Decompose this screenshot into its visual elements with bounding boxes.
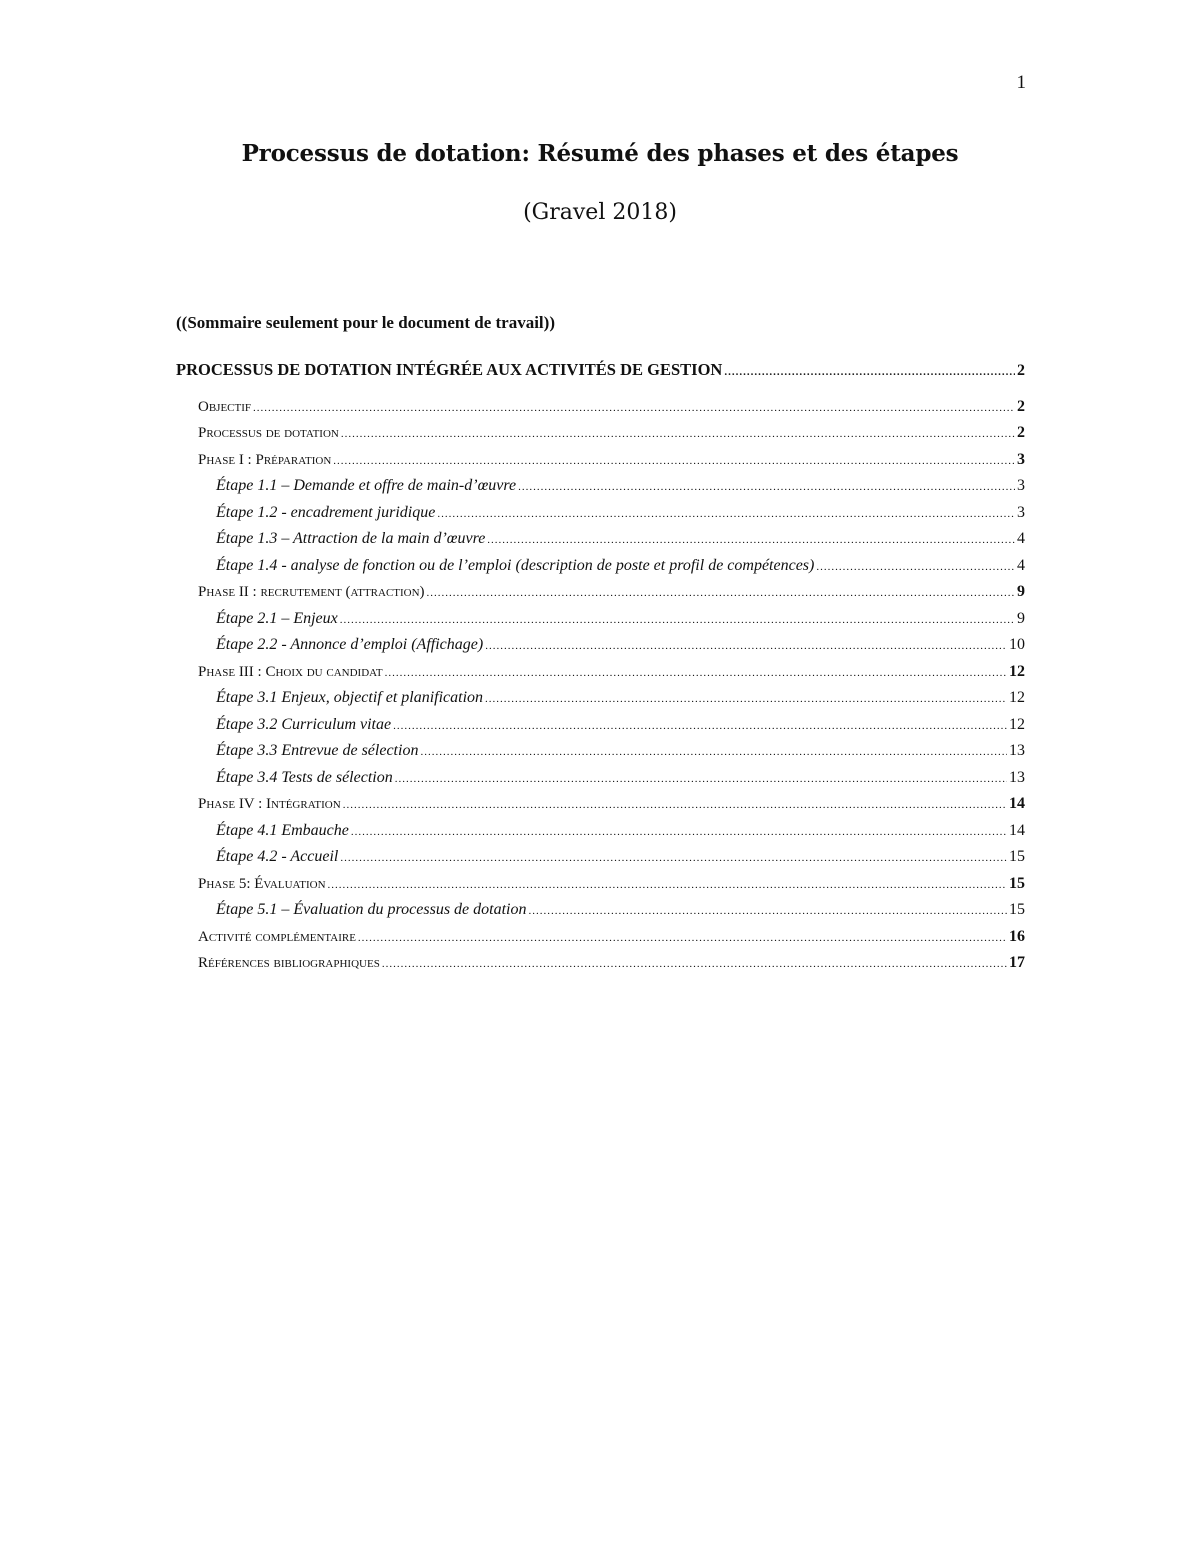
toc-entry-label: Étape 4.1 Embauche (216, 821, 349, 839)
toc-dot-leader (427, 580, 1015, 607)
toc-entry-label: Phase II : recrutement (attraction) (198, 584, 425, 600)
toc-dot-leader (358, 925, 1007, 952)
toc-entry[interactable] (176, 685, 1025, 712)
toc-entry-label: Étape 1.1 – Demande et offre de main-d’œuvre (216, 477, 517, 494)
page-number: 1 (1016, 72, 1026, 93)
toc-entry-label: Étape 1.3 – Attraction de la main d’œuvre (216, 530, 486, 547)
toc-entry-page: 3 (1017, 503, 1025, 521)
toc-entry-page: 17 (1009, 954, 1025, 971)
toc-entry-label: PROCESSUS DE DOTATION INTÉGRÉE AUX ACTIVITÉS DE GESTION (176, 360, 723, 379)
toc-dot-leader (253, 395, 1015, 422)
toc-entry-page: 14 (1009, 795, 1025, 812)
toc-dot-leader (485, 686, 1007, 713)
toc-entry-label: Étape 5.1 – Évaluation du processus de dotation (216, 901, 527, 918)
toc-entry[interactable] (176, 924, 1025, 951)
toc-dot-leader (485, 633, 1007, 660)
toc-entry-page: 14 (1009, 821, 1025, 839)
toc-entry-page: 4 (1017, 530, 1025, 547)
toc-entry-label: Étape 4.2 - Accueil (216, 848, 339, 865)
toc-entry[interactable] (176, 791, 1025, 818)
toc-dot-leader (487, 527, 1015, 554)
toc-dot-leader (724, 359, 1015, 386)
toc-entry-label: Phase 5: Évaluation (198, 875, 326, 892)
toc-entry[interactable] (176, 447, 1025, 474)
document-title: Processus de dotation: Résumé des phases et des étapes (241, 140, 959, 167)
toc-entry-page: 9 (1017, 583, 1025, 600)
toc-entry-label: Étape 3.4 Tests de sélection (216, 768, 393, 786)
toc-entry-label: Phase III : Choix du candidat (198, 663, 383, 680)
toc-dot-leader (351, 819, 1007, 846)
toc-dot-leader (528, 898, 1007, 925)
toc-entry-page: 15 (1009, 848, 1025, 865)
toc-entry-label: Étape 1.2 - encadrement juridique (216, 503, 436, 521)
toc-entry-page: 3 (1017, 450, 1025, 468)
toc-entry-label: Phase IV : Intégration (198, 796, 341, 812)
toc-entry-label: Processus de dotation (198, 425, 339, 441)
toc-entry-page: 2 (1017, 397, 1025, 415)
toc-entry[interactable] (176, 950, 1025, 977)
toc-dot-leader (328, 872, 1007, 899)
toc-entry-page: 2 (1017, 362, 1025, 379)
toc-entry-page: 4 (1017, 556, 1025, 574)
toc-dot-leader (395, 766, 1007, 793)
table-of-contents (176, 357, 1025, 977)
toc-entry-label: Activité complémentaire (198, 928, 356, 945)
toc-entry[interactable] (176, 844, 1025, 871)
toc-entry-page: 13 (1009, 742, 1025, 759)
toc-dot-leader (385, 660, 1007, 687)
toc-entry[interactable] (176, 579, 1025, 606)
toc-dot-leader (340, 607, 1015, 634)
toc-entry-page: 13 (1009, 768, 1025, 786)
toc-dot-leader (518, 474, 1015, 501)
toc-dot-leader (341, 421, 1015, 448)
toc-entry[interactable] (176, 553, 1025, 580)
toc-entry[interactable] (176, 473, 1025, 500)
toc-entry[interactable] (176, 765, 1025, 792)
toc-dot-leader (343, 792, 1007, 819)
toc-entry[interactable] (176, 606, 1025, 633)
toc-entry[interactable] (176, 357, 1025, 384)
document-subtitle: (Gravel 2018) (523, 200, 677, 225)
toc-note: ((Sommaire seulement pour le document de travail)) (176, 313, 555, 332)
toc-dot-leader (382, 951, 1007, 978)
toc-dot-leader (437, 501, 1015, 528)
toc-entry-page: 15 (1009, 874, 1025, 892)
toc-entry-page: 12 (1009, 662, 1025, 680)
toc-entry-page: 12 (1009, 715, 1025, 733)
toc-entry-page: 3 (1017, 477, 1025, 494)
toc-dot-leader (340, 845, 1007, 872)
toc-entry[interactable] (176, 394, 1025, 421)
toc-entry[interactable] (176, 712, 1025, 739)
toc-entry-page: 10 (1009, 636, 1025, 653)
toc-entry-label: Objectif (198, 398, 252, 415)
toc-entry[interactable] (176, 818, 1025, 845)
toc-entry[interactable] (176, 632, 1025, 659)
toc-entry-label: Étape 3.1 Enjeux, objectif et planification (216, 689, 484, 706)
toc-entry-label: Références bibliographiques (198, 955, 380, 971)
toc-entry-label: Étape 3.3 Entrevue de sélection (216, 742, 419, 759)
toc-entry-page: 15 (1009, 901, 1025, 918)
toc-entry-page: 16 (1009, 927, 1025, 945)
toc-entry-label: Étape 2.2 - Annonce d’emploi (Affichage) (216, 636, 484, 653)
toc-entry[interactable] (176, 526, 1025, 553)
toc-entry[interactable] (176, 871, 1025, 898)
toc-entry-page: 12 (1009, 689, 1025, 706)
toc-dot-leader (816, 554, 1015, 581)
toc-entry-page: 9 (1017, 609, 1025, 627)
toc-dot-leader (333, 448, 1015, 475)
toc-entry[interactable] (176, 897, 1025, 924)
toc-entry-label: Phase I : Préparation (198, 451, 332, 468)
toc-entry-page: 2 (1017, 424, 1025, 441)
toc-entry-label: Étape 1.4 - analyse de fonction ou de l’emploi (description de poste et profil de compétences) (216, 556, 815, 574)
toc-entry-label: Étape 2.1 – Enjeux (216, 609, 338, 627)
toc-entry[interactable] (176, 420, 1025, 447)
toc-entry[interactable] (176, 500, 1025, 527)
toc-entry-label: Étape 3.2 Curriculum vitae (216, 715, 392, 733)
toc-entry[interactable] (176, 738, 1025, 765)
toc-dot-leader (393, 713, 1007, 740)
toc-dot-leader (420, 739, 1007, 766)
toc-entry[interactable] (176, 659, 1025, 686)
